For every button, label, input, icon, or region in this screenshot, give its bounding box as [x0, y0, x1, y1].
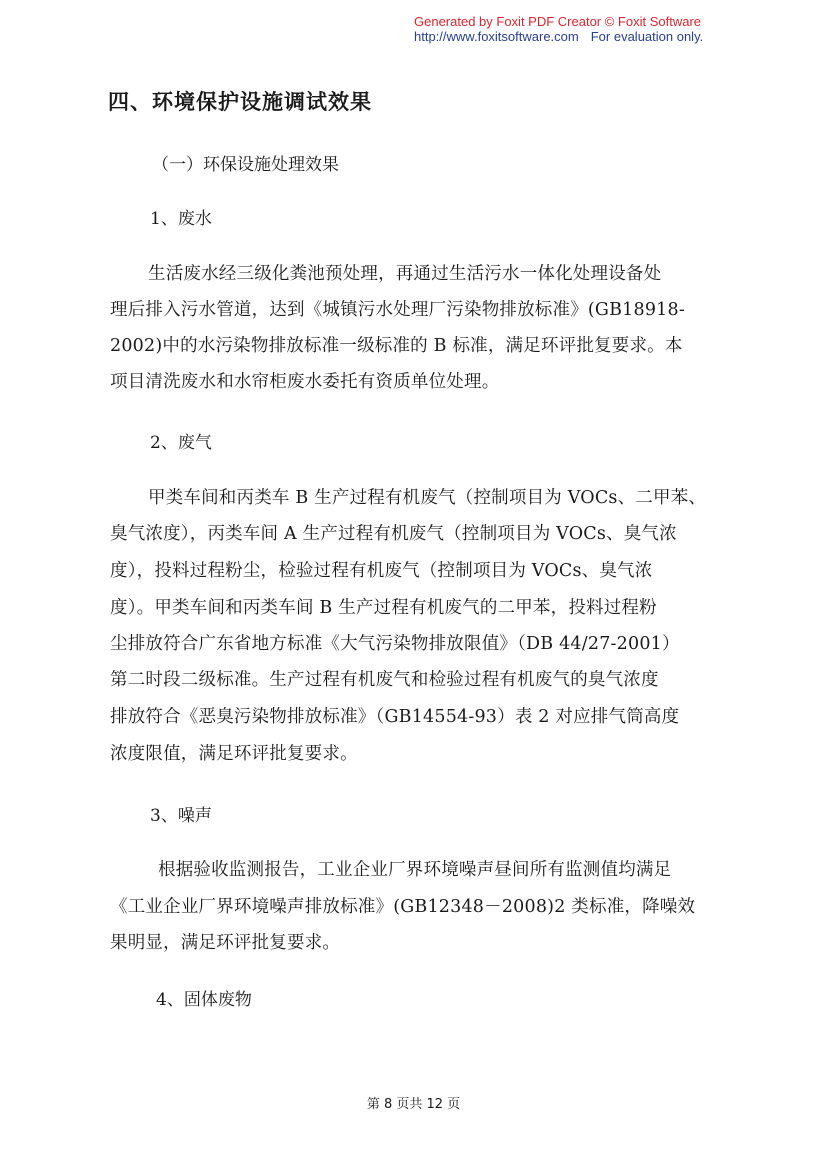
subsection-heading-exhaust-gas: 2、废气 [150, 433, 212, 453]
paragraph-line: 排放符合《恶臭污染物排放标准》（GB14554-93）表 2 对应排气筒高度 [110, 707, 680, 727]
watermark-url[interactable]: http://www.foxitsoftware.com [414, 29, 579, 44]
paragraph-line: 根据验收监测报告，工业企业厂界环境噪声昼间所有监测值均满足 [158, 860, 672, 880]
watermark-url-line [414, 29, 703, 44]
paragraph-line: 果明显，满足环评批复要求。 [110, 933, 341, 953]
paragraph-line: 甲类车间和丙类车 B 生产过程有机废气（控制项目为 VOCs、二甲苯、 [148, 488, 707, 508]
watermark-notice: For evaluation only. [590, 29, 704, 44]
section-title: （一）环保设施处理效果 [152, 155, 339, 175]
page-number: 第 8 页共 12 页 [366, 1097, 461, 1112]
paragraph-line: 臭气浓度），丙类车间 A 生产过程有机废气（控制项目为 VOCs、臭气浓 [110, 524, 677, 544]
paragraph-line: 尘排放符合广东省地方标准《大气污染物排放限值》（DB 44/27-2001） [110, 634, 680, 654]
paragraph-line: 度）。甲类车间和丙类车间 B 生产过程有机废气的二甲苯，投料过程粉 [110, 598, 657, 618]
chapter-title: 四、环境保护设施调试效果 [108, 90, 372, 114]
paragraph-line: 项目清洗废水和水帘柜废水委托有资质单位处理。 [110, 372, 500, 392]
watermark-generated-by: Generated by Foxit PDF Creator © Foxit Software [414, 14, 702, 29]
paragraph-line: 浓度限值，满足环评批复要求。 [110, 744, 358, 764]
paragraph-line: 生活废水经三级化粪池预处理，再通过生活污水一体化处理设备处 [148, 264, 662, 284]
paragraph-line: 《工业企业厂界环境噪声排放标准》(GB12348－2008)2 类标准，降噪效 [110, 897, 696, 917]
foxit-watermark [414, 14, 703, 44]
subsection-heading-noise: 3、噪声 [150, 806, 212, 826]
paragraph-line: 理后排入污水管道，达到《城镇污水处理厂污染物排放标准》(GB18918- [110, 300, 685, 320]
paragraph-line: 2002)中的水污染物排放标准一级标准的 B 标准，满足环评批复要求。本 [110, 336, 683, 356]
paragraph-line: 度），投料过程粉尘，检验过程有机废气（控制项目为 VOCs、臭气浓 [110, 561, 653, 581]
subsection-heading-solid-waste: 4、固体废物 [156, 990, 252, 1010]
paragraph-line: 第二时段二级标准。生产过程有机废气和检验过程有机废气的臭气浓度 [110, 670, 659, 690]
subsection-heading-wastewater: 1、废水 [150, 209, 212, 229]
